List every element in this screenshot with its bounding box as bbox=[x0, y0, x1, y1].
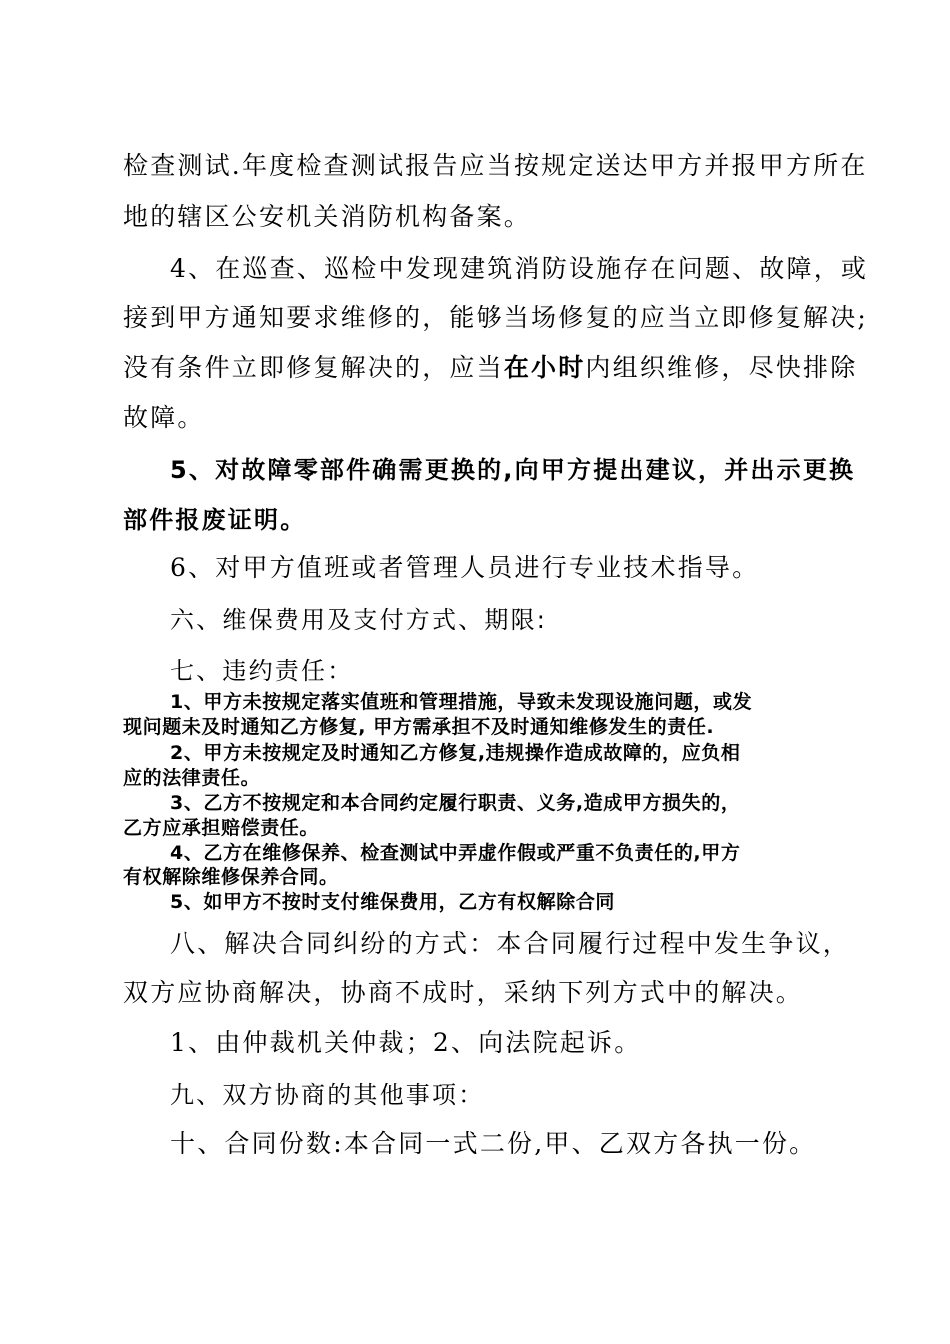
paragraph-line: 检查测试.年度检查测试报告应当按规定送达甲方并报甲方所在 bbox=[123, 151, 868, 180]
section-7-clause-line: 5、如甲方不按时支付维保费用，乙方有权解除合同 bbox=[170, 891, 616, 913]
section-7-clause-line: 乙方应承担赔偿责任。 bbox=[123, 817, 320, 839]
section-7-clause-line: 2、甲方未按规定及时通知乙方修复,违规操作造成故障的，应负相 bbox=[170, 742, 741, 764]
section-6-heading: 六、维保费用及支付方式、期限: bbox=[170, 606, 548, 634]
section-8-heading: 八、解决合同纠纷的方式： bbox=[170, 929, 497, 958]
section-7-clause-line: 有权解除维修保养合同。 bbox=[123, 866, 339, 888]
section-7-heading: 七、违约责任： bbox=[170, 657, 354, 685]
section-8-text: 本合同履行过程中发生争议， bbox=[496, 929, 851, 958]
item-4-emphasis: 在小时 bbox=[503, 353, 586, 382]
section-8-options: 1、由仲裁机关仲裁；2、向法院起诉。 bbox=[170, 1028, 642, 1057]
section-7-clause-line: 3、乙方不按规定和本合同约定履行职责、义务,造成甲方损失的， bbox=[170, 792, 741, 814]
item-4-text: 没有条件立即修复解决的，应当 bbox=[123, 353, 504, 382]
section-7-clause-line: 1、甲方未按规定落实值班和管理措施，导致未发现设施问题，或发 bbox=[170, 691, 753, 713]
item-4-line: 故障。 bbox=[123, 403, 205, 432]
item-5-line: 5、对故障零部件确需更换的,向甲方提出建议，并出示更换 bbox=[170, 456, 856, 484]
section-10-line: 十、合同份数:本合同一式二份,甲、乙双方各执一份。 bbox=[170, 1129, 817, 1158]
item-6-line: 6、对甲方值班或者管理人员进行专业技术指导。 bbox=[170, 553, 760, 582]
item-4-line bbox=[123, 348, 857, 384]
item-5-line: 部件报废证明。 bbox=[123, 506, 307, 534]
section-9-heading: 九、双方协商的其他事项： bbox=[170, 1081, 485, 1109]
section-7-clause-line: 4、乙方在维修保养、检查测试中弄虚作假或严重不负责任的,甲方 bbox=[170, 842, 741, 864]
section-7-clause-line: 应的法律责任。 bbox=[123, 767, 261, 789]
paragraph-line: 地的辖区公安机关消防机构备案。 bbox=[123, 202, 532, 231]
item-4-text: 内组织维修，尽快排除 bbox=[585, 353, 858, 382]
item-4-line: 接到甲方通知要求维修的，能够当场修复的应当立即修复解决; bbox=[123, 303, 869, 332]
item-4-line: 4、在巡查、巡检中发现建筑消防设施存在问题、故障，或 bbox=[170, 254, 869, 283]
section-8-line: 双方应协商解决，协商不成时，采纳下列方式中的解决。 bbox=[123, 978, 804, 1007]
section-8-line bbox=[170, 924, 850, 960]
section-7-clause-line: 现问题未及时通知乙方修复, 甲方需承担不及时通知维修发生的责任. bbox=[123, 716, 715, 738]
